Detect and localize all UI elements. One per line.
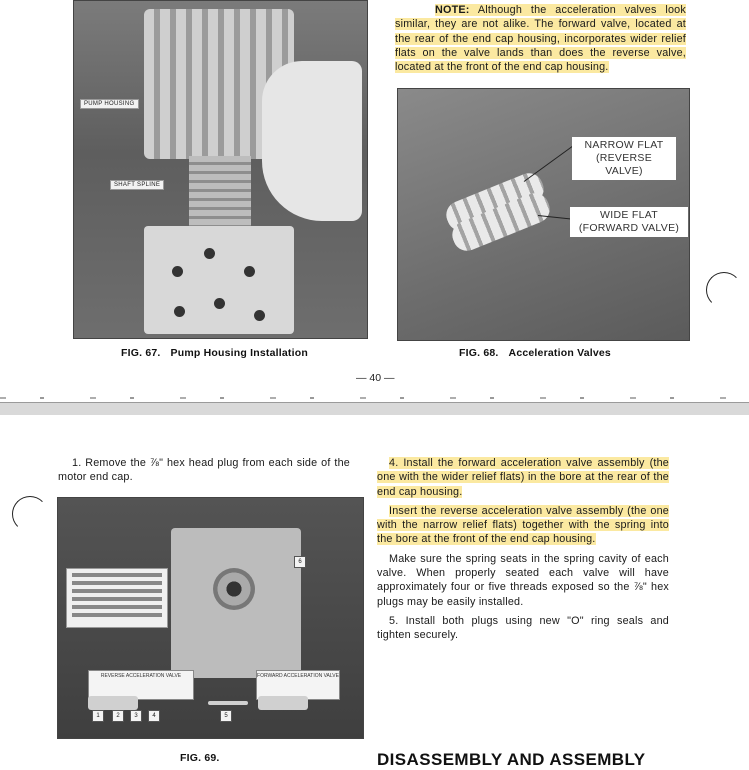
note-text: Although the acceleration valves look similar, they are not alike. The forward valve, located at the rear of the end cap housing, incorporates wider relief flats on the valve lands than does the reverse valve, located at the front of the end cap housing. [395, 4, 686, 74]
fig69-photo [57, 497, 364, 739]
fig68-title: Acceleration Valves [508, 347, 611, 359]
fig69-caption: FIG. 69. [180, 752, 220, 764]
page-separator [0, 402, 749, 416]
part-number-3: 3 [130, 710, 142, 722]
note-block [395, 3, 686, 79]
forward-valve-part [258, 696, 308, 710]
fig67-number: FIG. 67. [121, 347, 161, 359]
shaft-spline-label: SHAFT SPLINE [110, 180, 164, 190]
reverse-valve-tray: REVERSE ACCELERATION VALVE [88, 670, 194, 700]
part-number-2: 2 [112, 710, 124, 722]
part-number-6: 6 [294, 556, 306, 568]
step-1-text: 1. Remove the ⅞" hex head plug from each side of the motor end cap. [58, 457, 350, 484]
hand-image [262, 61, 362, 221]
end-cap-hub-image [213, 568, 255, 610]
fig68-number: FIG. 68. [459, 347, 499, 359]
wide-flat-text: WIDE FLAT [600, 209, 658, 221]
step-4-text: 4. Install the forward acceleration valve assembly (the one with the wider relief flats) in the bore at the rear of the end cap housing. [377, 457, 669, 498]
part-number-5: 5 [220, 710, 232, 722]
right-column [377, 456, 669, 648]
section-heading: DISASSEMBLY AND ASSEMBLY [377, 750, 646, 769]
spring-part [208, 701, 248, 705]
fig67-caption [121, 347, 308, 359]
part-number-1: 1 [92, 710, 104, 722]
reverse-valve-text: (REVERSE VALVE) [595, 152, 653, 177]
page-number: — 40 — [356, 372, 395, 384]
pump-housing-label: PUMP HOUSING [80, 99, 139, 109]
fig68-caption [459, 347, 611, 359]
end-cap-image [144, 226, 294, 334]
binder-hole-mark [706, 272, 742, 308]
narrow-flat-leader [524, 146, 573, 182]
narrow-flat-text: NARROW FLAT [584, 139, 664, 151]
wide-flat-callout [570, 207, 688, 237]
part-number-4: 4 [148, 710, 160, 722]
make-sure-text: Make sure the spring seats in the spring cavity of each valve. When properly seated each valve will have approximately four or five threads exposed so the ⅞" hex plugs may be easily installed. [377, 552, 669, 608]
fig68-photo [397, 88, 690, 341]
forward-valve-tray: FORWARD ACCELERATION VALVE [256, 670, 340, 700]
shaft-image [189, 156, 251, 234]
parts-legend [66, 568, 168, 628]
narrow-flat-callout [572, 137, 676, 180]
fig67-photo [73, 0, 368, 339]
forward-valve-text: (FORWARD VALVE) [578, 222, 680, 234]
insert-text: Insert the reverse acceleration valve assembly (the one with the narrow relief flats) together with the spring into the bore at the front of the end cap housing. [377, 504, 669, 546]
note-label: NOTE: [435, 4, 470, 16]
step-5-text: 5. Install both plugs using new "O" ring seals and tighten securely. [377, 614, 669, 642]
reverse-valve-part [88, 696, 138, 710]
scan-edge [0, 397, 749, 399]
binder-hole-mark-2 [12, 496, 48, 532]
fig67-title: Pump Housing Installation [170, 347, 308, 359]
step-1 [58, 456, 350, 490]
